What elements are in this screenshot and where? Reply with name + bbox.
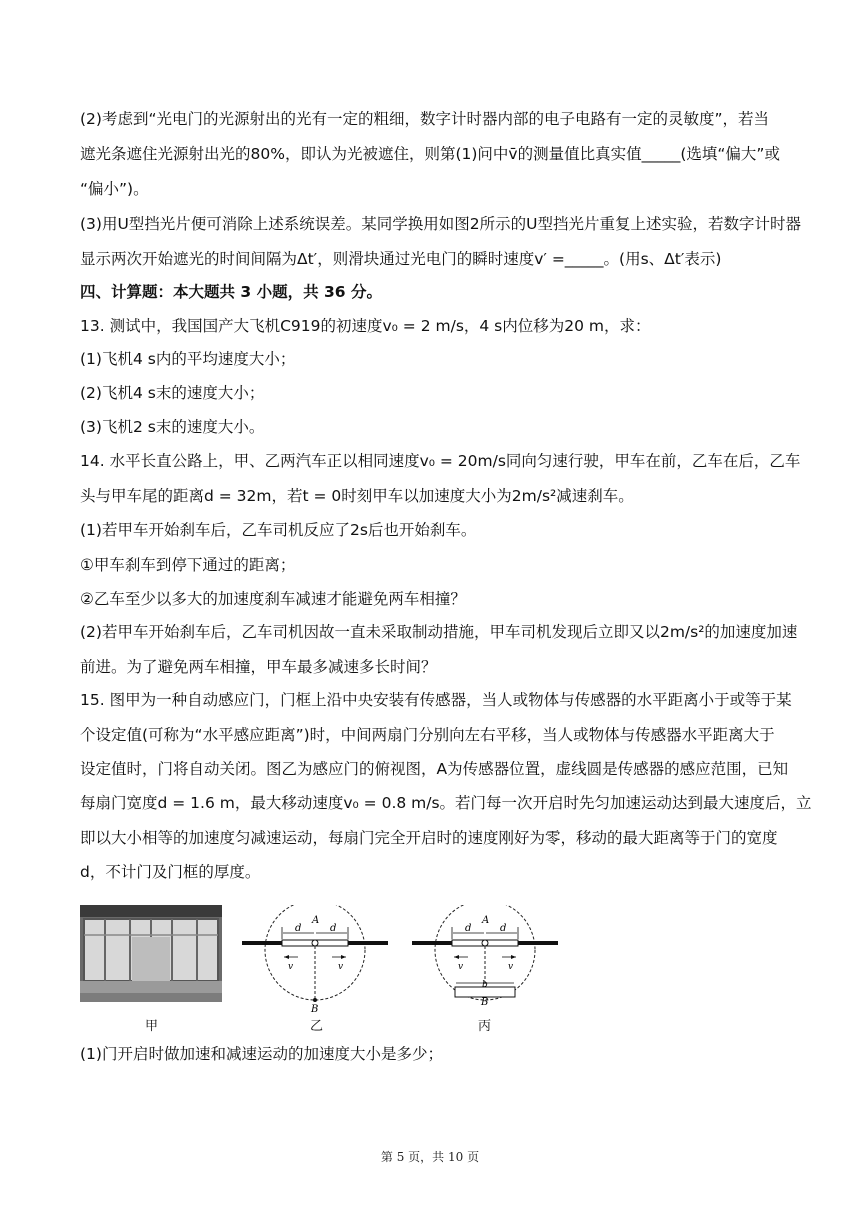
label-v: v — [338, 962, 344, 972]
label-d: d — [465, 923, 472, 934]
text-line: ②乙车至少以多大的加速度刹车减速才能避免两车相撞？ — [80, 590, 466, 608]
text-line: 前进。为了避免两车相撞，甲车最多减速多长时间？ — [80, 658, 437, 676]
label-b: B — [481, 997, 489, 1008]
caption-bing: 丙 — [478, 1019, 492, 1034]
text-line: 即以大小相等的加速度匀减速运动，每扇门完全开启时的速度刚好为零，移动的最大距离等于门的宽度 — [80, 829, 778, 847]
page-footer: 第 5 页，共 10 页 — [380, 1150, 480, 1164]
figure-group — [80, 905, 580, 1034]
door-photo — [80, 905, 222, 1002]
text-line: (3)飞机2 s末的速度大小。 — [80, 418, 265, 436]
text-line: ①甲车刹车到停下通过的距离； — [80, 556, 296, 574]
text-line: (2)飞机4 s末的速度大小； — [80, 384, 265, 402]
text-line: 每扇门宽度d = 1.6 m，最大移动速度v₀ = 0.8 m/s。若门每一次开启时先匀加速运动达到最大速度后，立 — [80, 794, 812, 812]
label-b: B — [311, 1004, 319, 1015]
label-v: v — [458, 962, 464, 972]
door-diagram-yi — [240, 905, 390, 1015]
question-15: 15. 图甲为一种自动感应门，门框上沿中央安装有传感器，当人或物体与传感器的水平距离小于或等于某 — [80, 691, 792, 709]
door-diagram-bing — [410, 905, 560, 1015]
label-d: d — [500, 923, 507, 934]
text-line: 遮光条遮住光源射出光的80%，即认为光被遮住，则第(1)问中v̄的测量值比真实值_____(选填“偏大”或 — [80, 145, 780, 163]
text-line: 头与甲车尾的距离d = 32m，若t = 0时刻甲车以加速度大小为2m/s²减速刹车。 — [80, 487, 634, 505]
label-a: A — [482, 915, 490, 926]
text-line: (1)若甲车开始刹车后，乙车司机反应了2s后也开始刹车。 — [80, 521, 477, 539]
text-line: (2)考虑到“光电门的光源射出的光有一定的粗细，数字计时器内部的电子电路有一定的灵敏度”，若当 — [80, 110, 770, 128]
label-a: A — [312, 915, 320, 926]
caption-jia: 甲 — [145, 1019, 159, 1034]
label-v: v — [288, 962, 294, 972]
caption-yi: 乙 — [310, 1019, 324, 1034]
text-line: “偏小”)。 — [80, 180, 149, 198]
label-d: d — [330, 923, 337, 934]
section-heading: 四、计算题：本大题共 3 小题，共 36 分。 — [80, 283, 382, 301]
text-line: 个设定值(可称为“水平感应距离”)时，中间两扇门分别向左右平移，当人或物体与传感器水平距离大于 — [80, 726, 775, 744]
text-line: 设定值时，门将自动关闭。图乙为感应门的俯视图，A为传感器位置，虚线圆是传感器的感应范围，已知 — [80, 760, 789, 778]
text-line: d，不计门及门框的厚度。 — [80, 863, 261, 881]
question-13: 13. 测试中，我国国产大飞机C919的初速度v₀ = 2 m/s，4 s内位移为20 m，求： — [80, 317, 651, 335]
label-b-small: b — [482, 980, 488, 990]
text-line: (1)飞机4 s内的平均速度大小； — [80, 350, 296, 368]
text-line: 显示两次开始遮光的时间间隔为Δt′，则滑块通过光电门的瞬时速度v′ =_____。(用s、Δt′表示) — [80, 250, 722, 268]
label-v: v — [508, 962, 514, 972]
label-d: d — [295, 923, 302, 934]
text-line: (1)门开启时做加速和减速运动的加速度大小是多少； — [80, 1045, 443, 1063]
text-line: (2)若甲车开始刹车后，乙车司机因故一直未采取制动措施，甲车司机发现后立即又以2m/s²的加速度加速 — [80, 623, 798, 641]
question-14: 14. 水平长直公路上，甲、乙两汽车正以相同速度v₀ = 20m/s同向匀速行驶，甲车在前，乙车在后，乙车 — [80, 452, 801, 470]
text-line: (3)用U型挡光片便可消除上述系统误差。某同学换用如图2所示的U型挡光片重复上述实验，若数字计时器 — [80, 215, 802, 233]
